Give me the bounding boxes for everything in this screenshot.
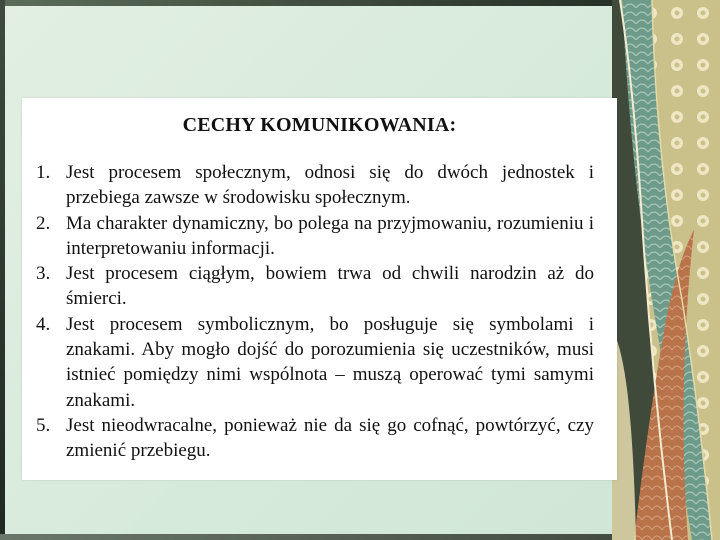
list-item-text: Jest procesem ciągłym, bowiem trwa od chwili narodzin aż do śmierci.	[66, 263, 594, 310]
slide-title: CECHY KOMUNIKOWANIA:	[182, 114, 457, 136]
list-item-text: Jest nieodwracalne, ponieważ nie da się go cofnąć, powtórzyć, czy zmienić przebiegu.	[66, 414, 594, 462]
list-item-text: Jest procesem społecznym, odnosi się do dwóch jednostek i przebiega zawsze w środowisku społecznym.	[66, 162, 594, 209]
list-item-number: 4.	[36, 313, 51, 335]
content-panel	[22, 98, 617, 480]
list-item-number: 2.	[36, 212, 51, 234]
decorative-pattern	[612, 0, 720, 540]
list-item	[36, 261, 594, 312]
list-item	[36, 160, 594, 211]
list-item-text: Jest procesem symbolicznym, bo posługuje się symbolami i znakami. Aby mogło dojść do porozumienia się uczestników, musi istnieć pomiędzy nimi wspólnota – muszą operować tymi samymi znakami.	[66, 313, 594, 411]
decorative-side-strip	[612, 0, 720, 540]
list-item-number: 5.	[36, 414, 51, 436]
list-item-text: Ma charakter dynamiczny, bo polega na przyjmowaniu, rozumieniu i interpretowaniu informacji.	[66, 212, 594, 259]
list-item-number: 3.	[36, 263, 51, 285]
list-item	[36, 211, 594, 262]
features-list	[36, 160, 594, 464]
frame-left-border	[0, 0, 5, 540]
list-item	[36, 413, 594, 464]
list-item-number: 1.	[36, 162, 51, 183]
list-item	[36, 312, 594, 413]
